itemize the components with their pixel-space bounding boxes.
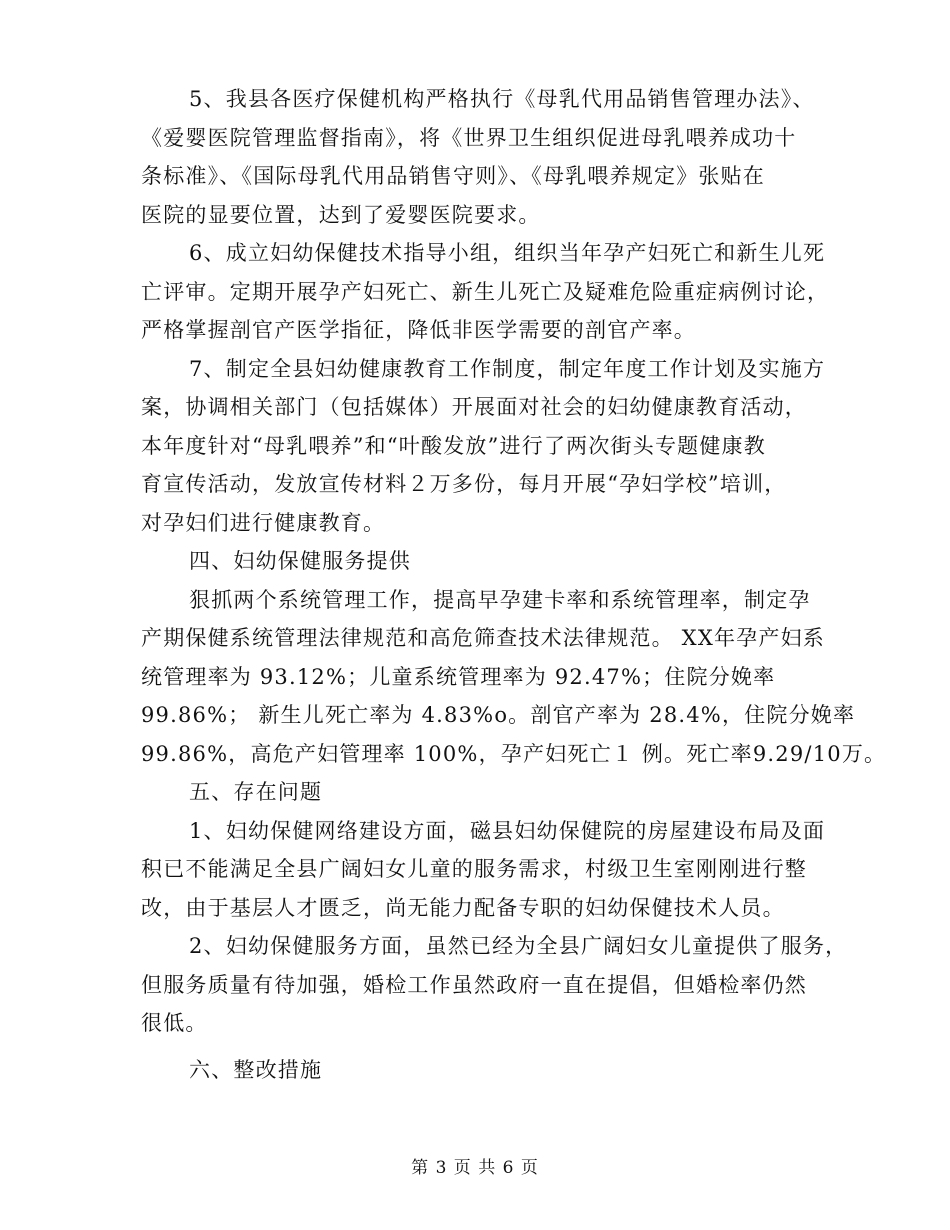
text-line: 1、妇幼保健网络建设方面，磁县妇幼保健院的房屋建设布局及面 — [189, 818, 826, 843]
text-line: 7、制定全县妇幼健康教育工作制度，制定年度工作计划及实施方 — [189, 356, 826, 381]
paragraph-service — [141, 581, 887, 774]
text-line: 99.86%，高危产妇管理率 100%，孕产妇死亡１ 例。死亡率9.29/10万。 — [141, 741, 887, 766]
paragraph-item-7 — [141, 350, 826, 543]
text-line: 2、妇幼保健服务方面，虽然已经为全县广阔妇女儿童提供了服务， — [189, 934, 848, 958]
document-body — [141, 80, 887, 1089]
text-line: 产期保健系统管理法律规范和高危筛查技术法律规范。 XX年孕产妇系 — [141, 626, 825, 650]
text-line: 对孕妇们进行健康教育。 — [141, 510, 386, 535]
text-line: 医院的显要位置，达到了爱婴医院要求。 — [141, 202, 541, 227]
page-number-footer: 第 3 页 共 6 页 — [411, 1158, 539, 1178]
text-line: 6、成立妇幼保健技术指导小组，组织当年孕产妇死亡和新生儿死 — [189, 241, 826, 265]
paragraph-item-5 — [141, 80, 821, 234]
section-heading: 五、存在问题 — [189, 780, 323, 804]
paragraph-issue-2 — [141, 927, 848, 1043]
text-line: 亡评审。定期开展孕产妇死亡、新生儿死亡及疑难危险重症病例讨论， — [141, 279, 830, 304]
text-line: 《爱婴医院管理监督指南》，将《世界卫生组织促进母乳喂养成功十 — [141, 125, 797, 150]
section-heading: 四、妇幼保健服务提供 — [189, 549, 411, 573]
text-line: 育宣传活动，发放宣传材料２万多份，每月开展“孕妇学校”培训， — [141, 472, 787, 496]
text-line: 很低。 — [141, 1011, 208, 1035]
spacer — [141, 1043, 821, 1051]
text-line: 本年度针对“母乳喂养”和“叶酸发放”进行了两次街头专题健康教 — [141, 433, 766, 458]
text-line: 但服务质量有待加强，婚检工作虽然政府一直在提倡，但婚检率仍然 — [141, 972, 807, 997]
paragraph-item-6 — [141, 234, 830, 350]
text-line: 统管理率为 93.12%；儿童系统管理率为 92.47%；住院分娩率 — [141, 664, 776, 689]
text-line: 条标准》、《国际母乳代用品销售守则》、《母乳喂养规定》张贴在 — [141, 164, 765, 188]
section-heading-issues — [141, 773, 821, 812]
text-line: 积已不能满足全县广阔妇女儿童的服务需求，村级卫生室刚刚进行整 — [141, 857, 807, 881]
text-line: 狠抓两个系统管理工作，提高早孕建卡率和系统管理率，制定孕 — [189, 587, 811, 612]
section-heading-service — [141, 542, 821, 581]
section-heading: 六、整改措施 — [189, 1057, 323, 1082]
text-line: 5、我县各医疗保健机构严格执行《母乳代用品销售管理办法》、 — [189, 87, 815, 111]
text-line: 99.86%； 新生儿死亡率为 4.83%o。剖官产率为 28.4%，住院分娩率 — [141, 703, 856, 727]
text-line: 改，由于基层人才匮乏，尚无能力配备专职的妇幼保健技术人员。 — [141, 895, 785, 920]
paragraph-issue-1 — [141, 812, 826, 928]
text-line: 案，协调相关部门（包括媒体）开展面对社会的妇幼健康教育活动， — [141, 395, 807, 419]
section-heading-measures — [141, 1051, 821, 1090]
text-line: 严格掌握剖官产医学指征，降低非医学需要的剖官产率。 — [141, 318, 696, 342]
